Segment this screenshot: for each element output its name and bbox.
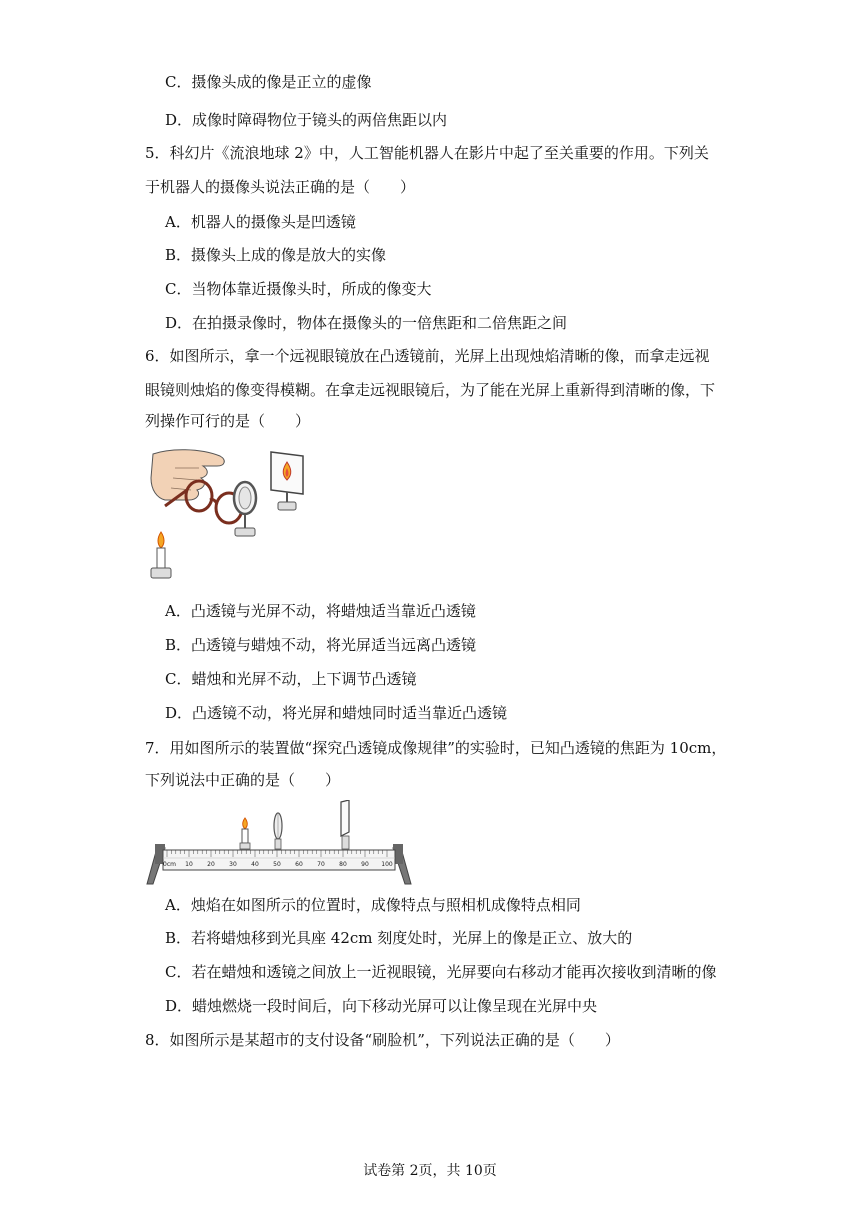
ruler-label: 80 [339, 861, 347, 868]
bench-screen-icon [341, 800, 349, 849]
q6-option-a: A．凸透镜与光屏不动，将蜡烛适当靠近凸透镜 [165, 602, 476, 620]
q4-option-c: C．摄像头成的像是正立的虚像 [165, 73, 372, 91]
q6-stem-line3: 列操作可行的是（ ） [145, 412, 311, 430]
q8-stem-line1: 8．如图所示是某超市的支付设备“刷脸机”，下列说法正确的是（ ） [145, 1031, 620, 1049]
q6-stem-line1: 6．如图所示，拿一个远视眼镜放在凸透镜前，光屏上出现烛焰清晰的像，而拿走远视 [145, 347, 710, 365]
q5-option-a: A．机器人的摄像头是凹透镜 [165, 213, 356, 231]
q6-option-c: C．蜡烛和光屏不动，上下调节凸透镜 [165, 670, 417, 688]
ruler-label: 90 [361, 861, 369, 868]
ruler-label: 60 [295, 861, 303, 868]
ruler-label: 10 [185, 861, 193, 868]
bench-lens-icon [274, 813, 282, 849]
q5-option-d: D．在拍摄录像时，物体在摄像头的一倍焦距和二倍焦距之间 [165, 314, 568, 332]
ruler-label: 50 [273, 861, 281, 868]
q5-option-b: B．摄像头上成的像是放大的实像 [165, 246, 387, 264]
ruler-label: 100 [381, 861, 393, 868]
q7-option-a: A．烛焰在如图所示的位置时，成像特点与照相机成像特点相同 [165, 896, 581, 914]
q4-option-d: D．成像时障碍物位于镜头的两倍焦距以内 [165, 111, 448, 129]
q5-option-c: C．当物体靠近摄像头时，所成的像变大 [165, 280, 432, 298]
q7-stem-line2: 下列说法中正确的是（ ） [145, 771, 341, 789]
ruler-label: 40 [251, 861, 259, 868]
candle-icon [151, 532, 171, 578]
q6-option-d: D．凸透镜不动，将光屏和蜡烛同时适当靠近凸透镜 [165, 704, 508, 722]
q6-figure [145, 446, 325, 582]
ruler-label: 70 [317, 861, 325, 868]
q6-stem-line2: 眼镜则烛焰的像变得模糊。在拿走远视眼镜后，为了能在光屏上重新得到清晰的像，下 [145, 381, 716, 399]
ruler-label: 20 [207, 861, 215, 868]
q7-option-d: D．蜡烛燃烧一段时间后，向下移动光屏可以让像呈现在光屏中央 [165, 997, 598, 1015]
q7-optical-bench-figure [143, 800, 413, 888]
light-screen-icon [271, 452, 303, 510]
q5-stem-line2: 于机器人的摄像头说法正确的是（ ） [145, 178, 416, 196]
ruler-label: 30 [229, 861, 237, 868]
convex-lens-icon [234, 482, 256, 536]
q7-option-c: C．若在蜡烛和透镜之间放上一近视眼镜，光屏要向右移动才能再次接收到清晰的像 [165, 963, 717, 981]
q7-stem-line1: 7．用如图所示的装置做“探究凸透镜成像规律”的实验时，已知凸透镜的焦距为 10cm， [145, 739, 727, 757]
ruler-label: 0cm [163, 861, 176, 868]
page-footer: 试卷第 2页，共 10页 [363, 1163, 497, 1179]
q5-stem-line1: 5．科幻片《流浪地球 2》中，人工智能机器人在影片中起了至关重要的作用。下列关 [145, 144, 709, 162]
q7-option-b: B．若将蜡烛移到光具座 42cm 刻度处时，光屏上的像是正立、放大的 [165, 929, 633, 947]
bench-candle-icon [240, 818, 250, 849]
q6-option-b: B．凸透镜与蜡烛不动，将光屏适当远离凸透镜 [165, 636, 477, 654]
